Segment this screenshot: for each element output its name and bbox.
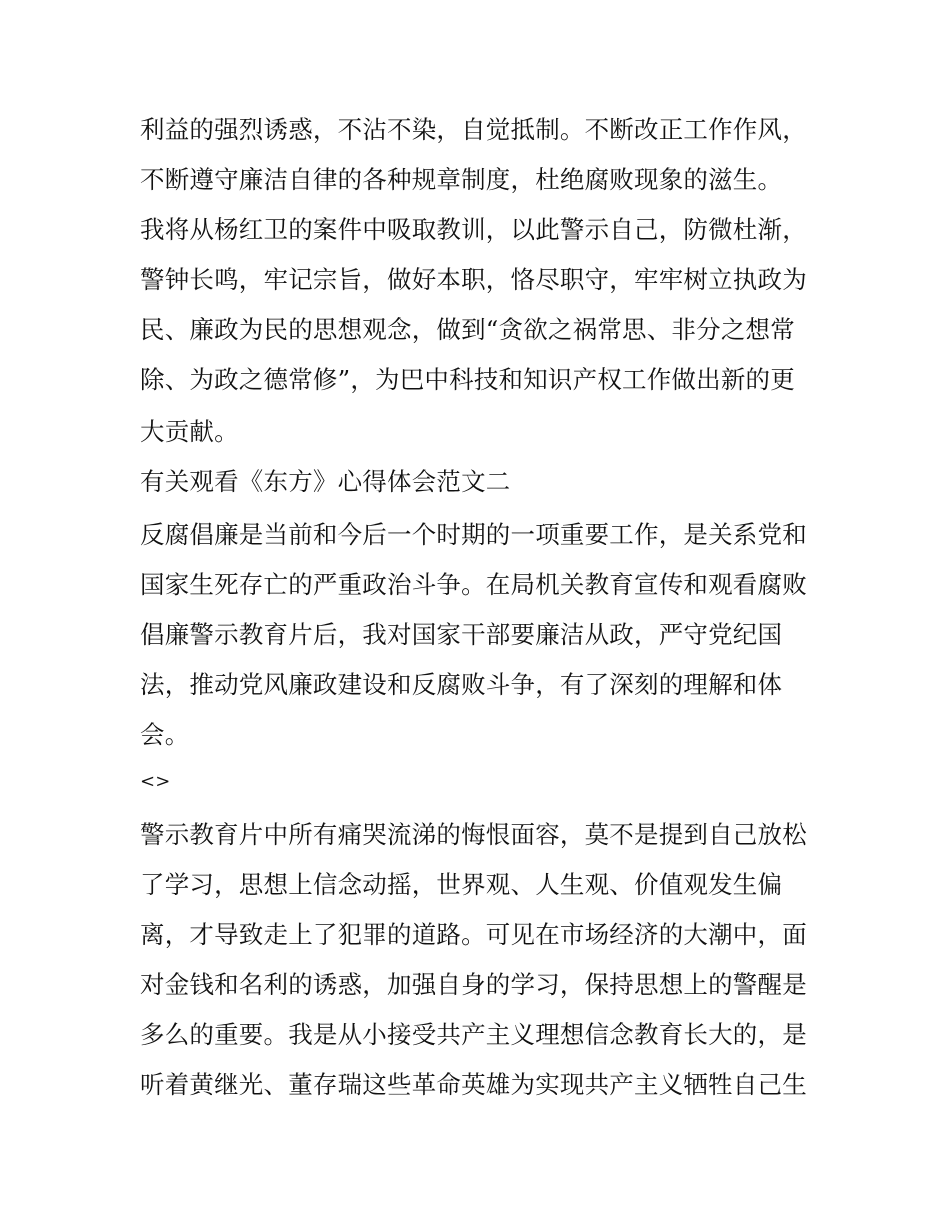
text-line: 除、为政之德常修”，为巴中科技和知识产权工作做出新的更 bbox=[140, 365, 795, 394]
text-line: 利益的强烈诱惑，不沾不染，自觉抵制。不断改正工作作风， bbox=[140, 115, 807, 144]
text-line: 反腐倡廉是当前和今后一个时期的一项重要工作，是关系党和 bbox=[140, 520, 807, 549]
text-line: 倡廉警示教育片后，我对国家干部要廉洁从政，严守党纪国 bbox=[140, 620, 783, 649]
text-line: 多么的重要。我是从小接受共产主义理想信念教育长大的，是 bbox=[140, 1020, 807, 1049]
section-heading: 有关观看《东方》心得体会范文二 bbox=[140, 467, 511, 496]
text-line: 我将从杨红卫的案件中吸取教训，以此警示自己，防微杜渐， bbox=[140, 215, 807, 244]
text-line: 不断遵守廉洁自律的各种规章制度，杜绝腐败现象的滋生。 bbox=[140, 165, 783, 194]
text-line: 听着黄继光、董存瑞这些革命英雄为实现共产主义牺牲自己生 bbox=[140, 1070, 807, 1099]
text-line: 离，才导致走上了犯罪的道路。可见在市场经济的大潮中，面 bbox=[140, 920, 807, 949]
text-line: 会。 bbox=[140, 720, 190, 749]
text-line: 国家生死存亡的严重政治斗争。在局机关教育宣传和观看腐败 bbox=[140, 570, 807, 599]
text-line: 了学习，思想上信念动摇，世界观、人生观、价值观发生偏 bbox=[140, 870, 783, 899]
text-line: 对金钱和名利的诱惑，加强自身的学习，保持思想上的警醒是 bbox=[140, 970, 807, 999]
placeholder-marker: <> bbox=[140, 771, 171, 792]
text-line: 大贡献。 bbox=[140, 417, 239, 446]
text-line: 法，推动党风廉政建设和反腐败斗争，有了深刻的理解和体 bbox=[140, 670, 783, 699]
text-line: 警示教育片中所有痛哭流涕的悔恨面容，莫不是提到自己放松 bbox=[140, 820, 807, 849]
text-line: 警钟长鸣，牢记宗旨，做好本职，恪尽职守，牢牢树立执政为 bbox=[140, 265, 807, 294]
text-line: 民、廉政为民的思想观念，做到“贪欲之祸常思、非分之想常 bbox=[140, 315, 795, 344]
